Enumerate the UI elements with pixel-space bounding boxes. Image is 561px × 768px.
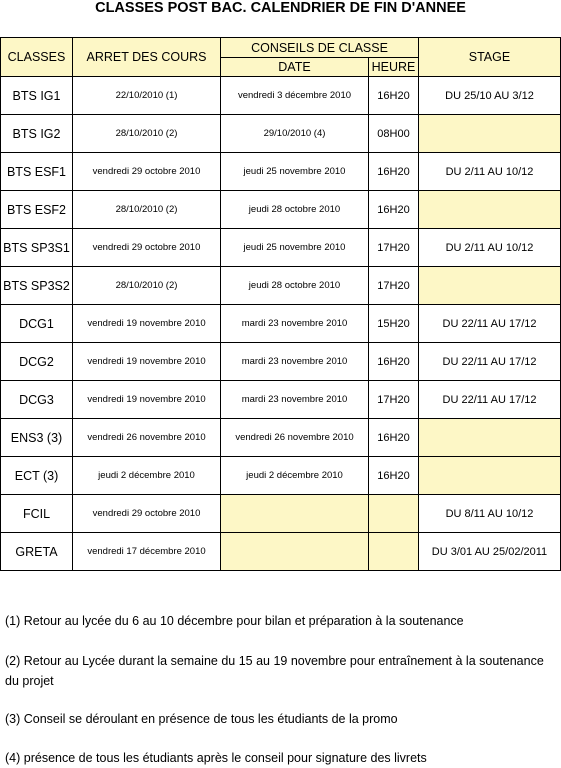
cell-heure: 16H20 xyxy=(369,457,419,495)
cell-stage: DU 3/01 AU 25/02/2011 xyxy=(419,533,561,571)
header-stage: STAGE xyxy=(419,38,561,77)
header-row-1 xyxy=(1,38,561,58)
cell-arret: vendredi 29 octobre 2010 xyxy=(73,153,221,191)
cell-classe: BTS ESF1 xyxy=(1,153,73,191)
cell-stage: DU 2/11 AU 10/12 xyxy=(419,229,561,267)
cell-heure: 16H20 xyxy=(369,153,419,191)
table-row xyxy=(1,153,561,191)
cell-stage xyxy=(419,191,561,229)
cell-stage: DU 8/11 AU 10/12 xyxy=(419,495,561,533)
cell-heure: 16H20 xyxy=(369,419,419,457)
cell-heure: 17H20 xyxy=(369,267,419,305)
calendar-table xyxy=(0,37,561,571)
cell-date: mardi 23 novembre 2010 xyxy=(221,343,369,381)
note-1: (1) Retour au lycée du 6 au 10 décembre pour bilan et préparation à la soutenance xyxy=(5,614,464,628)
cell-heure xyxy=(369,495,419,533)
cell-classe: DCG2 xyxy=(1,343,73,381)
cell-date: mardi 23 novembre 2010 xyxy=(221,305,369,343)
cell-classe: BTS SP3S1 xyxy=(1,229,73,267)
cell-stage xyxy=(419,457,561,495)
cell-stage: DU 2/11 AU 10/12 xyxy=(419,153,561,191)
cell-classe: GRETA xyxy=(1,533,73,571)
cell-arret: 28/10/2010 (2) xyxy=(73,191,221,229)
header-arret: ARRET DES COURS xyxy=(73,38,221,77)
table-row xyxy=(1,495,561,533)
cell-classe: BTS IG2 xyxy=(1,115,73,153)
cell-date: vendredi 26 novembre 2010 xyxy=(221,419,369,457)
cell-date: jeudi 2 décembre 2010 xyxy=(221,457,369,495)
cell-stage: DU 22/11 AU 17/12 xyxy=(419,381,561,419)
table-row xyxy=(1,533,561,571)
cell-heure: 16H20 xyxy=(369,191,419,229)
table-row xyxy=(1,343,561,381)
page-title: CLASSES POST BAC. CALENDRIER DE FIN D'ANNEE xyxy=(95,0,466,16)
cell-classe: DCG1 xyxy=(1,305,73,343)
note-4: (4) présence de tous les étudiants après le conseil pour signature des livrets xyxy=(5,751,427,765)
table-row xyxy=(1,457,561,495)
cell-classe: BTS IG1 xyxy=(1,77,73,115)
cell-arret: 28/10/2010 (2) xyxy=(73,267,221,305)
table-row xyxy=(1,419,561,457)
table-row xyxy=(1,115,561,153)
header-heure: HEURE xyxy=(369,58,419,77)
cell-arret: vendredi 17 décembre 2010 xyxy=(73,533,221,571)
cell-date: mardi 23 novembre 2010 xyxy=(221,381,369,419)
cell-classe: ENS3 (3) xyxy=(1,419,73,457)
header-date: DATE xyxy=(221,58,369,77)
cell-stage xyxy=(419,419,561,457)
cell-arret: 28/10/2010 (2) xyxy=(73,115,221,153)
cell-classe: BTS SP3S2 xyxy=(1,267,73,305)
cell-arret: vendredi 29 octobre 2010 xyxy=(73,229,221,267)
cell-heure: 16H20 xyxy=(369,343,419,381)
cell-stage xyxy=(419,115,561,153)
cell-date: vendredi 3 décembre 2010 xyxy=(221,77,369,115)
cell-heure: 15H20 xyxy=(369,305,419,343)
cell-date: jeudi 28 octobre 2010 xyxy=(221,191,369,229)
header-conseils: CONSEILS DE CLASSE xyxy=(221,38,419,58)
table-row xyxy=(1,305,561,343)
header-classes: CLASSES xyxy=(1,38,73,77)
note-3: (3) Conseil se déroulant en présence de tous les étudiants de la promo xyxy=(5,712,398,726)
cell-date xyxy=(221,533,369,571)
note-2: (2) Retour au Lycée durant la semaine du 15 au 19 novembre pour entraînement à la soutenance du projet xyxy=(5,654,544,688)
cell-heure: 17H20 xyxy=(369,229,419,267)
cell-arret: vendredi 19 novembre 2010 xyxy=(73,381,221,419)
cell-arret: 22/10/2010 (1) xyxy=(73,77,221,115)
cell-date: jeudi 28 octobre 2010 xyxy=(221,267,369,305)
cell-date: 29/10/2010 (4) xyxy=(221,115,369,153)
cell-stage: DU 22/11 AU 17/12 xyxy=(419,305,561,343)
table-row xyxy=(1,381,561,419)
cell-classe: BTS ESF2 xyxy=(1,191,73,229)
cell-heure: 16H20 xyxy=(369,77,419,115)
cell-date xyxy=(221,495,369,533)
cell-classe: DCG3 xyxy=(1,381,73,419)
table-row xyxy=(1,267,561,305)
cell-heure: 17H20 xyxy=(369,381,419,419)
cell-arret: jeudi 2 décembre 2010 xyxy=(73,457,221,495)
cell-date: jeudi 25 novembre 2010 xyxy=(221,153,369,191)
cell-heure: 08H00 xyxy=(369,115,419,153)
cell-date: jeudi 25 novembre 2010 xyxy=(221,229,369,267)
table-row xyxy=(1,229,561,267)
table-row xyxy=(1,191,561,229)
cell-arret: vendredi 29 octobre 2010 xyxy=(73,495,221,533)
cell-classe: ECT (3) xyxy=(1,457,73,495)
cell-arret: vendredi 19 novembre 2010 xyxy=(73,305,221,343)
cell-stage: DU 25/10 AU 3/12 xyxy=(419,77,561,115)
cell-arret: vendredi 26 novembre 2010 xyxy=(73,419,221,457)
cell-stage: DU 22/11 AU 17/12 xyxy=(419,343,561,381)
cell-arret: vendredi 19 novembre 2010 xyxy=(73,343,221,381)
cell-heure xyxy=(369,533,419,571)
cell-stage xyxy=(419,267,561,305)
cell-classe: FCIL xyxy=(1,495,73,533)
table-row xyxy=(1,77,561,115)
